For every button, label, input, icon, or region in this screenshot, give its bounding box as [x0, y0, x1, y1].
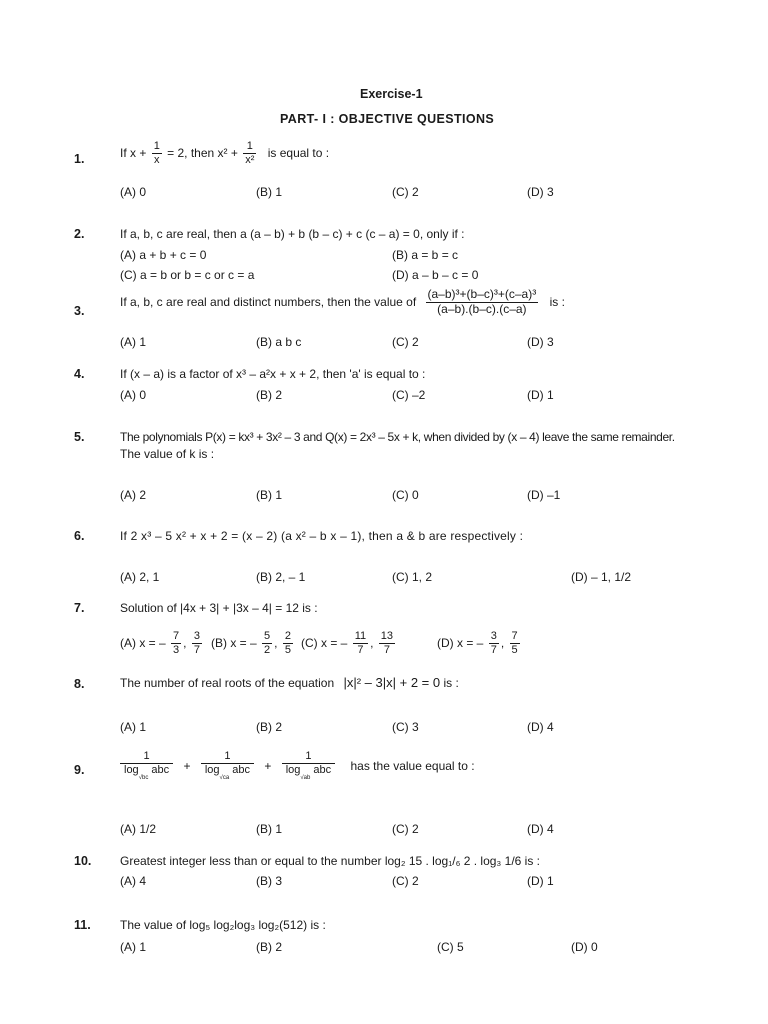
option-a: (A) 2, 1: [120, 570, 160, 584]
option-a: (A) 1: [120, 335, 147, 349]
question-number: 11.: [74, 918, 91, 932]
question-number: 2.: [74, 227, 85, 241]
option-a: (A) 0: [120, 185, 147, 199]
question-stem-line: The value of k is :: [120, 447, 215, 461]
option-d: (D) – 1, 1/2: [571, 570, 632, 584]
fraction: $\frac{1}{\log_{√bc} abc}$: [120, 750, 173, 782]
option-a: (A) 1: [120, 940, 147, 954]
question-stem: [120, 676, 459, 689]
question-stem: The value of log₅ log₂log₃ log₂(512) is :: [120, 918, 326, 932]
question-number: 9.: [74, 763, 85, 777]
question-number: 6.: [74, 529, 85, 543]
question-number: 4.: [74, 367, 85, 381]
option-a: (A) 0: [120, 388, 147, 402]
fraction: $\frac{1}{\log_{√ab} abc}$: [282, 750, 335, 782]
stem-text: If a, b, c are real and distinct numbers, then the value of: [120, 295, 417, 310]
stem-text: is :: [443, 676, 459, 690]
option-b: (B) 2, – 1: [256, 570, 306, 584]
option-c: (C) 1, 2: [392, 570, 433, 584]
option-c: (C) 2: [392, 185, 419, 199]
question-number: 7.: [74, 601, 85, 615]
option-d: (D) 4: [527, 720, 554, 734]
option-c: (C) x = – $\frac{11}{7}$ , $\frac{13}{7}$: [301, 630, 394, 656]
option-d: (D) 3: [527, 335, 554, 349]
fraction: $\frac{1}{x}$: [153, 140, 160, 166]
option-b: (B) a = b = c: [392, 248, 459, 262]
option-b: (B) 1: [256, 488, 283, 502]
stem-text: = 2, then x² +: [167, 146, 238, 161]
option-b: (B) 1: [256, 822, 283, 836]
stem-text: is :: [549, 295, 565, 310]
option-b: (B) a b c: [256, 335, 302, 349]
option-a: (A) 1/2: [120, 822, 157, 836]
option-c: (C) –2: [392, 388, 426, 402]
question-stem: $\frac{1}{\log_{√bc} abc}$ + $\frac{1}{\log_{√ca} abc}$ + $\frac{1}{\log_{√ab} abc}$ has the value equal to :: [118, 750, 475, 782]
part-heading: PART- I : OBJECTIVE QUESTIONS: [280, 112, 495, 126]
option-b: (B) 3: [256, 874, 283, 888]
question-stem: Greatest integer less than or equal to the number log₂ 15 . log₁/₆ 2 . log₃ 1/6 is :: [120, 854, 541, 868]
stem-text: If x +: [120, 146, 147, 161]
option-d: (D) x = – $\frac{3}{7}$ , $\frac{7}{5}$: [437, 630, 518, 656]
stem-text: The number of real roots of the equation: [120, 676, 335, 690]
question-number: 5.: [74, 430, 85, 444]
option-d: (D) 1: [527, 388, 554, 402]
option-d: (D) 4: [527, 822, 554, 836]
option-b: (B) 2: [256, 940, 283, 954]
option-d: (D) 0: [571, 940, 598, 954]
option-a: (A) a + b + c = 0: [120, 248, 207, 262]
fraction: $\frac{1}{\log_{√ca} abc}$: [201, 750, 254, 782]
option-d: (D) 1: [527, 874, 554, 888]
option-b: (B) x = – $\frac{5}{2}$ , $\frac{2}{5}$: [211, 630, 291, 656]
option-c: (C) 2: [392, 874, 419, 888]
question-stem: If 2 x³ – 5 x² + x + 2 = (x – 2) (a x² – b x – 1), then a & b are respectively :: [120, 529, 524, 543]
option-a: (A) 1: [120, 720, 147, 734]
question-stem: If (x – a) is a factor of x³ – a²x + x + 2, then 'a' is equal to :: [120, 367, 426, 381]
option-b: (B) 2: [256, 720, 283, 734]
option-c: (C) 2: [392, 822, 419, 836]
option-c: (C) 2: [392, 335, 419, 349]
question-stem: Solution of |4x + 3| + |3x – 4| = 12 is :: [120, 601, 318, 615]
question-number: 1.: [74, 152, 85, 166]
option-a: (A) 2: [120, 488, 147, 502]
option-a: (A) x = – $\frac{7}{3}$ , $\frac{3}{7}$: [120, 630, 200, 656]
option-d: (D) –1: [527, 488, 561, 502]
fraction: $\frac{1}{\text{x²}}$: [245, 140, 255, 166]
option-a: (A) 4: [120, 874, 147, 888]
question-number: 8.: [74, 677, 85, 691]
question-stem-line: The polynomials P(x) = kx³ + 3x² – 3 and Q(x) = 2x³ – 5x + k, when divided by (x – 4) leave the same remainder.: [120, 430, 675, 444]
option-c: (C) a = b or b = c or c = a: [120, 268, 255, 282]
equation: |x|² – 3|x| + 2 = 0: [343, 675, 441, 690]
option-b: (B) 2: [256, 388, 283, 402]
question-number: 10.: [74, 854, 92, 868]
question-stem: [120, 288, 565, 317]
question-stem: If a, b, c are real, then a (a – b) + b (b – c) + c (c – a) = 0, only if :: [120, 227, 465, 241]
stem-text: has the value equal to :: [350, 758, 475, 773]
exercise-title: Exercise-1: [360, 87, 423, 101]
option-c: (C) 3: [392, 720, 419, 734]
option-c: (C) 5: [437, 940, 464, 954]
question-stem: [120, 140, 329, 166]
stem-text: is equal to :: [267, 146, 330, 161]
option-b: (B) 1: [256, 185, 283, 199]
question-number: 3.: [74, 304, 85, 318]
option-c: (C) 0: [392, 488, 419, 502]
fraction: $\frac{\text{(a–b)³+(b–c)³+(c–a)³}}{(a-b).(b-c).(c-a)}$: [427, 287, 537, 316]
option-d: (D) 3: [527, 185, 554, 199]
option-d: (D) a – b – c = 0: [392, 268, 479, 282]
